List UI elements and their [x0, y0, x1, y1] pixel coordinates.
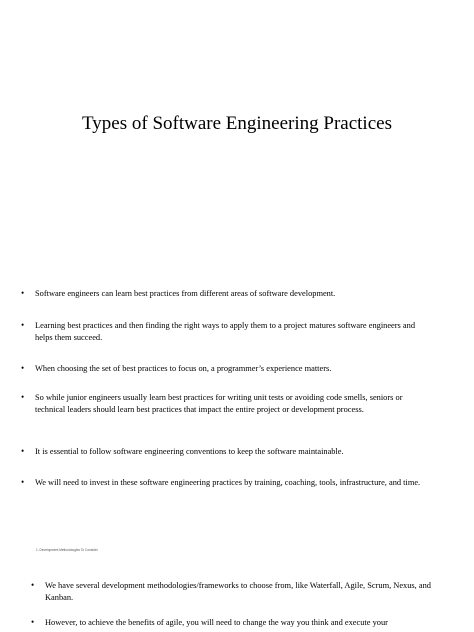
bullet-icon: • [21, 288, 25, 298]
list-item [21, 363, 430, 375]
bullet-icon: • [21, 477, 25, 487]
bullet-icon: • [21, 320, 25, 330]
list-item-text: It is essential to follow software engineering conventions to keep the software maintainable. [35, 447, 344, 456]
bullet-icon: • [31, 580, 35, 590]
list-item [21, 320, 430, 343]
list-item [21, 446, 430, 458]
page-title: Types of Software Engineering Practices [82, 113, 392, 134]
bullet-icon: • [21, 446, 25, 456]
list-item-text: We will need to invest in these software engineering practices by training, coaching, tools, infrastructure, and time. [35, 478, 421, 487]
list-item-text: However, to achieve the benefits of agile, you will need to change the way you think and execute your [45, 618, 388, 627]
list-item [21, 477, 430, 489]
bullet-icon: • [21, 392, 25, 402]
list-item [21, 288, 430, 300]
list-item-text: When choosing the set of best practices to focus on, a programmer’s experience matters. [35, 364, 332, 373]
list-item-text: So while junior engineers usually learn best practices for writing unit tests or avoiding code smells, seniors or technical leaders should learn best practices that impact the entire project or development process. [35, 393, 403, 414]
list-item [31, 617, 440, 629]
list-item [31, 580, 440, 603]
list-item-text: Learning best practices and then finding the right ways to apply them to a project matures software engineers and helps them succeed. [35, 321, 416, 342]
section-heading-small: 1. Development Methodologies To Consider [36, 548, 98, 552]
list-item-text: We have several development methodologies/frameworks to choose from, like Waterfall, Agile, Scrum, Nexus, and Kanban. [45, 581, 431, 602]
bullet-icon: • [21, 363, 25, 373]
bullet-icon: • [31, 617, 35, 627]
list-item [21, 392, 430, 415]
list-item-text: Software engineers can learn best practices from different areas of software development. [35, 289, 336, 298]
